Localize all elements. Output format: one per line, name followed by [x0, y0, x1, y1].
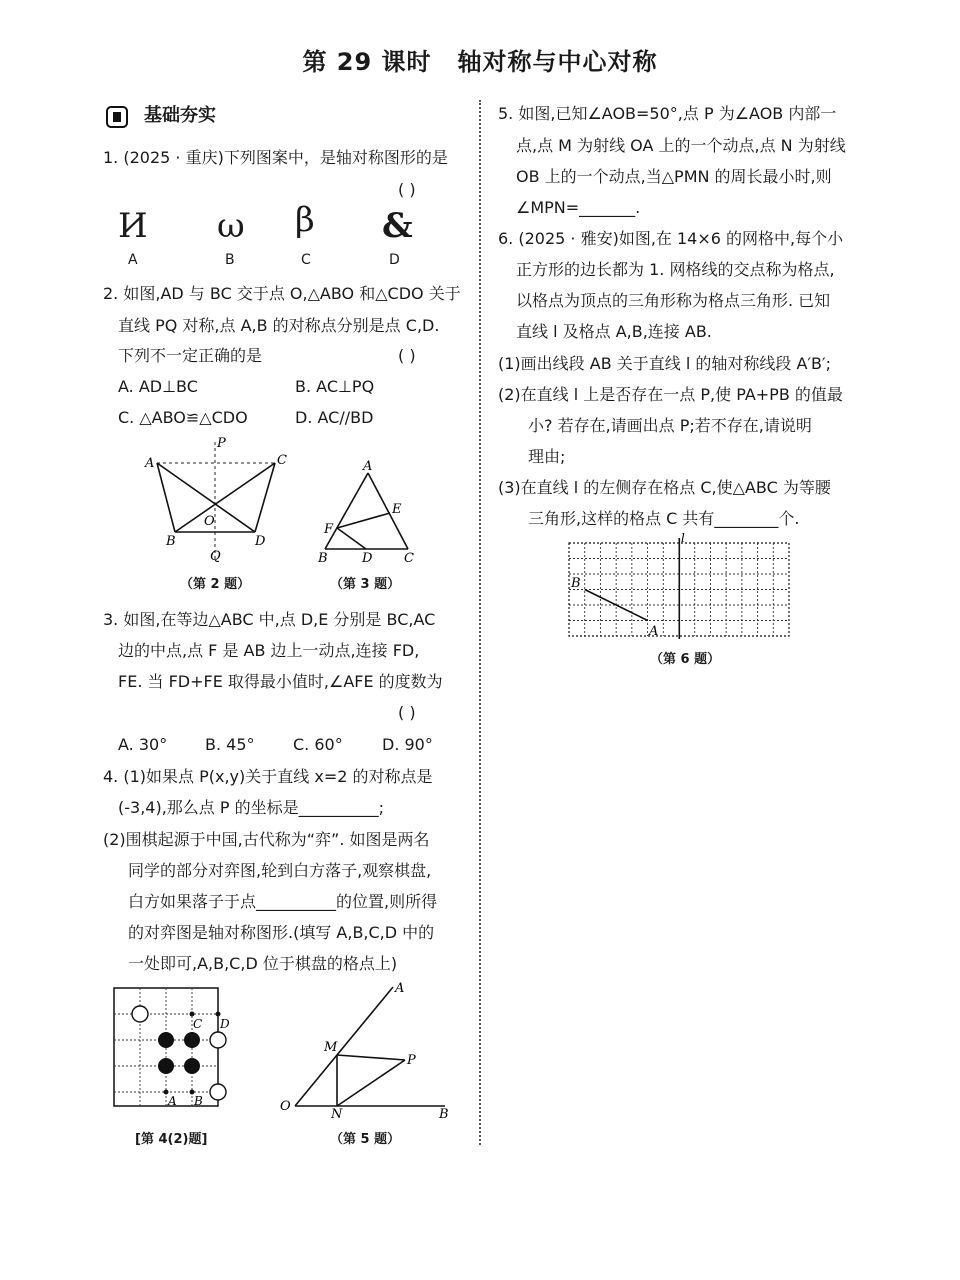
q6-part2-line2: 小? 若存在,请画出点 P;若不存在,请说明	[528, 416, 812, 435]
q6-stem-line3: 以格点为顶点的三角形称为格点三角形. 已知	[516, 291, 831, 310]
q6-part1: (1)画出线段 AB 关于直线 l 的轴对称线段 A′B′;	[498, 354, 832, 373]
q2-option-a: A. AD⊥BC	[118, 377, 198, 396]
ray-oa	[295, 987, 393, 1106]
segment-ab	[325, 473, 368, 549]
q1-option-b-label: B	[225, 252, 235, 268]
label-b: B	[166, 534, 176, 549]
q5-stem-line2: 点,点 M 为射线 OA 上的一个动点,点 N 为射线	[516, 136, 846, 155]
white-stone	[132, 1006, 148, 1022]
segment-mp	[337, 1055, 405, 1060]
q4-stem-line3: (2)围棋起源于中国,古代称为“弈”. 如图是两名	[103, 830, 430, 849]
label-a: A	[145, 456, 155, 471]
label-b: B	[194, 1094, 203, 1108]
segment-cd	[255, 463, 275, 532]
figure-3-caption: （第 3 题）	[330, 577, 401, 592]
q4-stem-line7: 一处即可,A,B,C,D 位于棋盘的格点上)	[128, 954, 398, 973]
q4-stem-line5: 白方如果落子于点__________的位置,则所得	[128, 892, 438, 911]
figure-5-caption: （第 5 题）	[330, 1132, 401, 1147]
q1-option-d-symbol: &	[382, 206, 413, 246]
label-a: A	[649, 624, 659, 639]
q1-option-a-symbol: И	[118, 206, 148, 246]
q5-stem-line1: 5. 如图,已知∠AOB=50°,点 P 为∠AOB 内部一	[498, 104, 837, 123]
point-d	[216, 1012, 221, 1017]
label-q: Q	[210, 549, 221, 564]
white-stone	[210, 1032, 226, 1048]
q1-stem: 1. (2025 · 重庆)下列图案中，是轴对称图形的是	[103, 148, 448, 167]
q6-stem-line1: 6. (2025 · 雅安)如图,在 14×6 的网格中,每个小	[498, 229, 844, 248]
label-n: N	[331, 1107, 343, 1122]
label-c: C	[404, 551, 414, 566]
q2-option-b: B. AC⊥PQ	[295, 377, 375, 396]
label-b: B	[439, 1107, 449, 1122]
q1-option-b-symbol: ω	[217, 206, 245, 246]
segment-ac	[368, 473, 408, 549]
q3-option-b: B. 45°	[205, 735, 255, 754]
label-b: B	[318, 551, 328, 566]
q4-stem-line1: 4. (1)如果点 P(x,y)关于直线 x=2 的对称点是	[103, 767, 433, 786]
label-p: P	[217, 436, 226, 451]
page-title: 第 29 课时 轴对称与中心对称	[302, 48, 658, 76]
point-c	[190, 1012, 195, 1017]
label-c: C	[193, 1017, 203, 1031]
label-l: l	[681, 531, 685, 545]
q3-option-c: C. 60°	[293, 735, 343, 754]
book-icon	[106, 106, 128, 128]
label-f: F	[324, 522, 334, 537]
q5-stem-line4: ∠MPN=_______.	[516, 198, 641, 217]
q2-answer-paren: ( )	[398, 346, 416, 365]
label-o: O	[204, 514, 215, 529]
column-divider	[479, 100, 481, 1145]
label-p: P	[407, 1053, 416, 1068]
label-e: E	[392, 502, 402, 517]
segment-np	[337, 1060, 405, 1106]
segment-cb	[175, 463, 275, 532]
q3-stem-line2: 边的中点,点 F 是 AB 边上一动点,连接 FD,	[118, 641, 420, 660]
section-title: 基础夯实	[144, 105, 216, 126]
figure-4-go-board	[112, 985, 230, 1115]
q3-answer-paren: ( )	[398, 703, 416, 722]
black-stone	[184, 1058, 200, 1074]
q3-stem-line1: 3. 如图,在等边△ABC 中,点 D,E 分别是 BC,AC	[103, 610, 436, 629]
q1-option-c-label: C	[301, 252, 311, 268]
label-o: O	[280, 1099, 291, 1114]
black-stone	[184, 1032, 200, 1048]
q4-stem-line4: 同学的部分对弈图,轮到白方落子,观察棋盘,	[128, 861, 432, 880]
label-d: D	[362, 551, 373, 566]
q2-option-c: C. △ABO≌△CDO	[118, 408, 248, 427]
label-d: D	[220, 1017, 230, 1031]
label-a: A	[395, 981, 405, 996]
q6-part2-line3: 理由;	[528, 447, 566, 466]
figure-2	[140, 432, 300, 570]
q2-stem-line2: 直线 PQ 对称,点 A,B 的对称点分别是点 C,D.	[118, 316, 440, 335]
figure-6-grid	[565, 531, 795, 645]
q2-stem-line1: 2. 如图,AD 与 BC 交于点 O,△ABO 和△CDO 关于	[103, 284, 461, 303]
q1-option-a-label: A	[128, 252, 138, 268]
figure-2-caption: （第 2 题）	[180, 577, 251, 592]
q3-stem-line3: FE. 当 FD+FE 取得最小值时,∠AFE 的度数为	[118, 672, 443, 691]
black-stone	[158, 1058, 174, 1074]
figure-3	[310, 455, 425, 570]
q4-stem-line2: (-3,4),那么点 P 的坐标是__________;	[118, 798, 385, 817]
label-c: C	[277, 453, 287, 468]
q6-part3-line2: 三角形,这样的格点 C 共有________个.	[528, 509, 800, 528]
q6-part3-line1: (3)在直线 l 的左侧存在格点 C,使△ABC 为等腰	[498, 478, 831, 497]
q1-option-c-symbol: β	[295, 200, 315, 240]
q1-answer-paren: ( )	[398, 180, 416, 199]
figure-4-caption: [第 4(2)题]	[135, 1132, 208, 1147]
q2-option-d: D. AC//BD	[295, 408, 374, 427]
q6-stem-line4: 直线 l 及格点 A,B,连接 AB.	[516, 322, 712, 341]
q3-option-d: D. 90°	[382, 735, 433, 754]
q1-option-d-label: D	[389, 252, 400, 268]
q6-stem-line2: 正方形的边长都为 1. 网格线的交点称为格点,	[516, 260, 835, 279]
figure-5	[275, 980, 460, 1122]
q2-stem-line3: 下列不一定正确的是	[118, 346, 263, 365]
q4-stem-line6: 的对弈图是轴对称图形.(填写 A,B,C,D 中的	[128, 923, 435, 942]
q5-stem-line3: OB 上的一个动点,当△PMN 的周长最小时,则	[516, 167, 832, 186]
label-m: M	[324, 1040, 338, 1055]
figure-6-caption: （第 6 题）	[650, 652, 721, 667]
black-stone	[158, 1032, 174, 1048]
q3-option-a: A. 30°	[118, 735, 168, 754]
label-a: A	[363, 459, 373, 474]
label-d: D	[255, 534, 266, 549]
label-b: B	[571, 576, 581, 591]
q6-part2-line1: (2)在直线 l 上是否存在一点 P,使 PA+PB 的值最	[498, 385, 843, 404]
label-a: A	[168, 1094, 177, 1108]
segment-fd	[337, 528, 366, 549]
white-stone	[210, 1084, 226, 1100]
